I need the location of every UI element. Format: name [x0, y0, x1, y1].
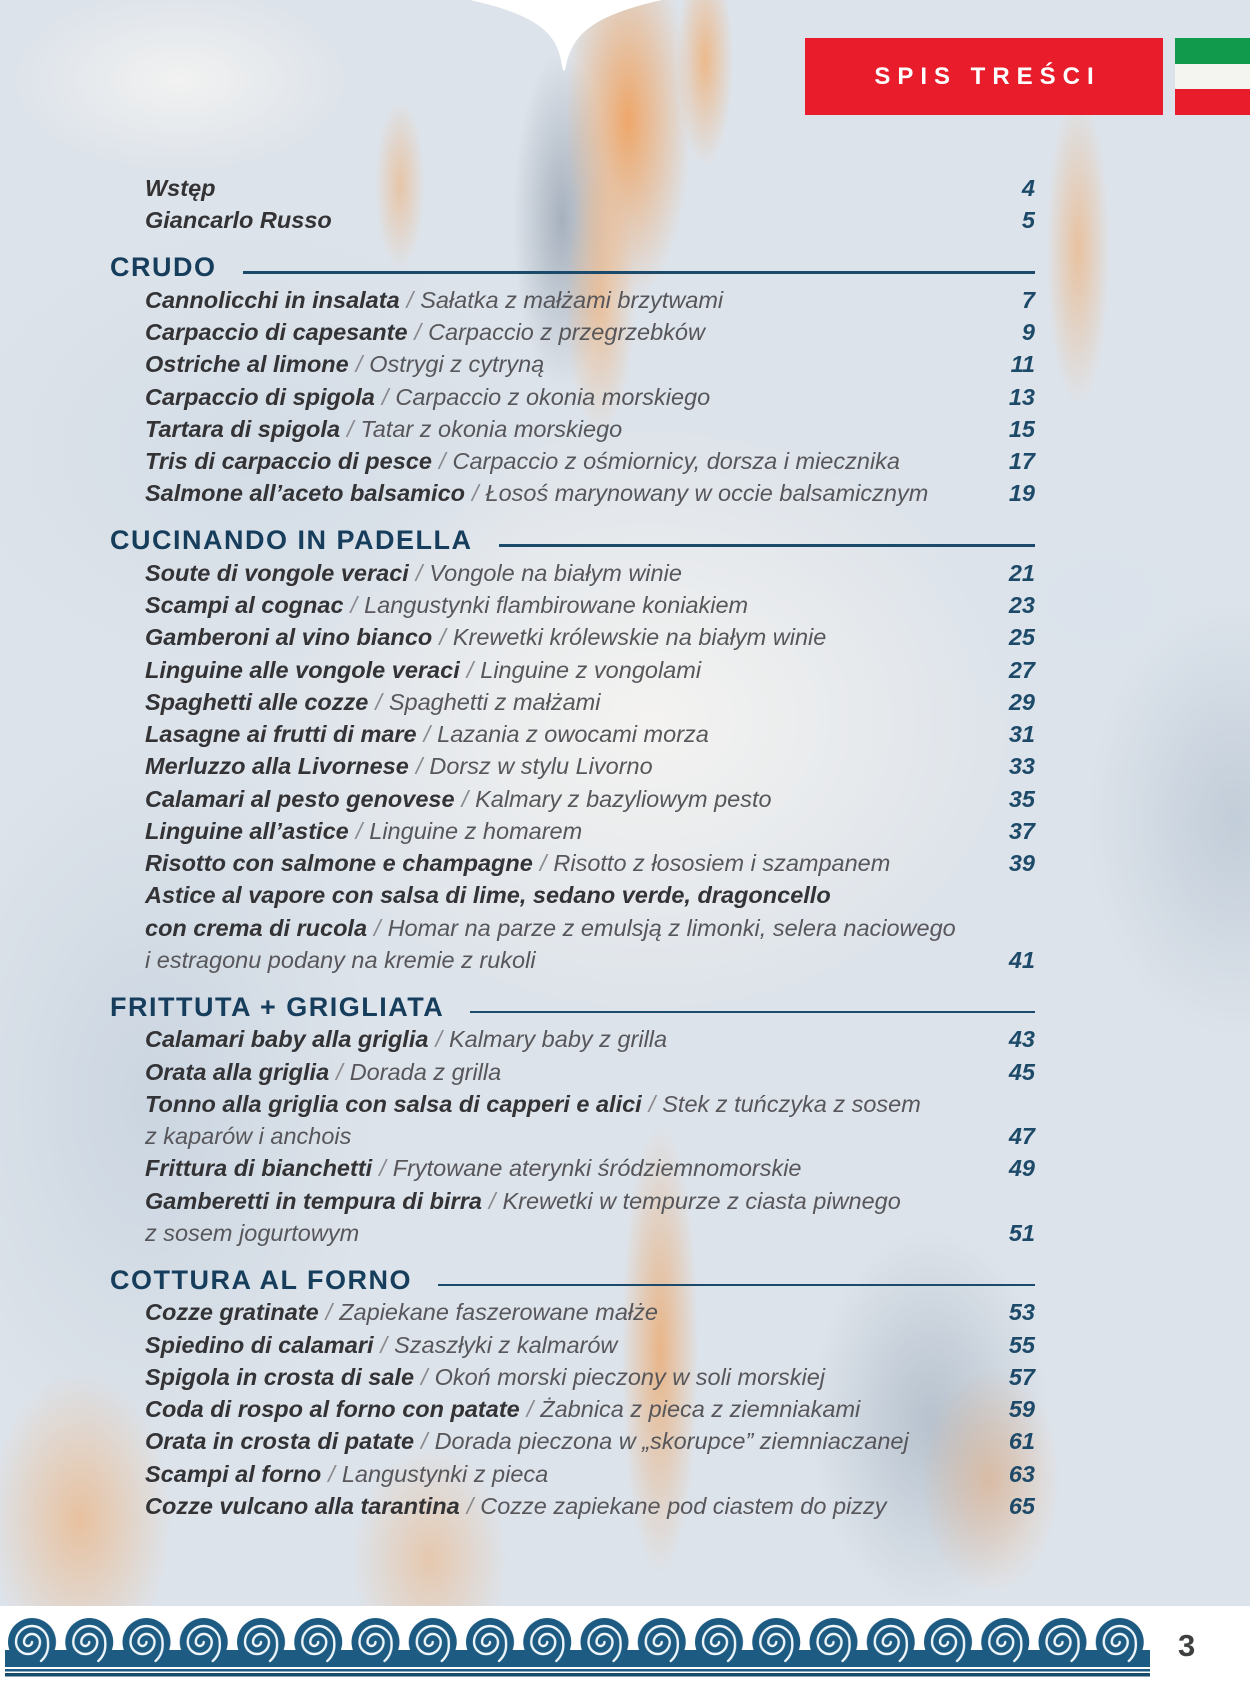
toc-item	[110, 1458, 1035, 1490]
toc-banner	[805, 38, 1163, 115]
dish-name-polish: Ostrygi z cytryną	[369, 351, 545, 378]
item-page-number: 21	[1008, 559, 1035, 586]
toc-entry-text	[110, 1490, 991, 1522]
dish-name-polish: Sałatka z małżami brzytwami	[420, 286, 724, 313]
toc-entry-text	[110, 686, 991, 718]
item-page-number: 25	[1008, 624, 1035, 651]
section-heading-label: CRUDO	[110, 252, 217, 283]
slash-separator: /	[406, 286, 414, 313]
slash-separator: /	[336, 1058, 343, 1085]
item-page-number: 7	[1021, 286, 1035, 313]
flag-stripe	[1175, 89, 1250, 115]
item-page-number: 63	[1008, 1460, 1035, 1487]
item-page-number: 43	[1008, 1026, 1035, 1053]
dish-name-polish: Lazania z owocami morza	[437, 721, 709, 747]
dish-name-polish: Cozze zapiekane pod ciastem do pizzy	[480, 1492, 887, 1519]
dish-name-polish: Spaghetti z małżami	[388, 688, 601, 715]
toc-entry-text	[110, 1185, 991, 1217]
item-page-number: 19	[1008, 480, 1035, 507]
toc-item	[110, 1425, 1035, 1457]
dish-name-italian: Linguine all’astice	[145, 817, 349, 844]
item-page-number: 65	[1008, 1492, 1035, 1519]
slash-separator: /	[421, 1428, 428, 1455]
slash-separator: /	[438, 448, 446, 474]
dish-name-italian: Lasagne ai frutti di mare	[145, 721, 417, 747]
dish-name-polish: Linguine z vongolami	[480, 656, 702, 683]
item-page-number: 11	[1010, 351, 1035, 378]
dish-name-polish: Risotto z łososiem i szampanem	[553, 850, 891, 876]
toc-item	[110, 1023, 1035, 1055]
item-page-number: 49	[1008, 1155, 1035, 1182]
toc-entry-text	[110, 879, 991, 911]
slash-separator: /	[347, 415, 354, 442]
item-page-number: 27	[1008, 656, 1035, 683]
front-matter-item	[110, 204, 1035, 236]
dish-name-italian: Merluzzo alla Livornese	[145, 753, 409, 780]
dish-name-italian: Astice al vapore con salsa di lime, sedano verde, dragoncello	[145, 882, 831, 909]
toc-entry-text	[110, 557, 991, 589]
toc-entry-text	[110, 284, 991, 316]
item-page-number: 15	[1008, 415, 1035, 442]
toc-entry-text	[110, 815, 991, 847]
toc-item	[110, 1490, 1035, 1522]
toc-entry-text	[110, 1393, 991, 1425]
dish-name-polish: i estragonu podany na kremie z rukoli	[145, 946, 536, 973]
item-page-number: 4	[1021, 175, 1035, 201]
slash-separator: /	[379, 1155, 386, 1182]
item-page-number: 57	[1008, 1363, 1035, 1390]
item-page-number: 33	[1008, 753, 1035, 780]
dish-name-italian: Orata in crosta di patate	[145, 1428, 415, 1455]
dish-name-italian: Orata alla griglia	[145, 1058, 330, 1085]
slash-separator: /	[328, 1460, 335, 1487]
dish-name-polish: Tatar z okonia morskiego	[360, 415, 623, 442]
dish-name-italian: Spaghetti alle cozze	[145, 688, 369, 715]
toc-entry-text	[110, 477, 991, 509]
toc-item	[110, 1329, 1035, 1361]
dish-name-polish: Kalmary z bazyliowym pesto	[475, 785, 772, 812]
toc-item	[110, 1056, 1035, 1088]
item-page-number: 55	[1008, 1331, 1035, 1358]
toc-entry-text	[110, 718, 991, 750]
toc-item	[110, 815, 1035, 847]
item-page-number: 31	[1008, 721, 1035, 747]
section-rule	[438, 1284, 1035, 1287]
toc-item	[110, 1185, 1035, 1217]
dish-name-polish: Carpaccio z ośmiornicy, dorsza i miecznika	[452, 448, 900, 474]
dish-name-polish: Langustynki z pieca	[341, 1460, 549, 1487]
dish-name-italian: Tonno alla griglia con salsa di capperi e alici	[145, 1090, 642, 1117]
dish-name-polish: Okoń morski pieczony w soli morskiej	[434, 1363, 826, 1390]
toc-item	[110, 1217, 1035, 1249]
dish-name-italian: con crema di rucola	[145, 914, 368, 941]
toc-entry-text	[110, 912, 991, 944]
toc-item	[110, 1088, 1035, 1120]
dish-name-polish: Krewetki w tempurze z ciasta piwnego	[502, 1187, 901, 1214]
section-rule	[499, 544, 1036, 547]
item-page-number: 59	[1008, 1396, 1035, 1422]
section-heading-label: FRITTUTA + GRIGLIATA	[110, 991, 445, 1022]
toc-item	[110, 944, 1035, 976]
section-heading-label: COTTURA AL FORNO	[110, 1264, 412, 1295]
dish-name-italian: Calamari baby alla griglia	[145, 1026, 429, 1053]
slash-separator: /	[380, 1331, 388, 1358]
item-page-number: 29	[1008, 688, 1035, 715]
dish-name-italian: Cozze vulcano alla tarantina	[145, 1492, 460, 1519]
item-page-number: 47	[1008, 1123, 1035, 1149]
toc-item	[110, 1296, 1035, 1328]
item-page-number: 51	[1008, 1219, 1035, 1246]
slash-separator: /	[648, 1090, 656, 1117]
slash-separator: /	[381, 383, 389, 410]
dish-name-italian: Tartara di spigola	[145, 415, 341, 442]
dish-name-italian: Salmone all’aceto balsamico	[145, 480, 465, 507]
wave-border-decoration	[5, 1617, 1150, 1677]
section-heading-label: CUCINANDO IN PADELLA	[110, 525, 473, 556]
toc-item	[110, 413, 1035, 445]
slash-separator: /	[415, 753, 423, 780]
toc-entry-text	[110, 1217, 991, 1249]
toc-item	[110, 348, 1035, 380]
slash-separator: /	[375, 688, 382, 715]
toc-entry-text	[110, 1329, 991, 1361]
slash-separator: /	[435, 1026, 442, 1053]
dish-name-italian: Giancarlo Russo	[145, 207, 332, 234]
toc-entry-text	[110, 1425, 991, 1457]
item-page-number: 35	[1008, 785, 1035, 812]
toc-entry-text	[110, 204, 991, 236]
toc-item	[110, 912, 1035, 944]
item-page-number: 37	[1008, 817, 1035, 844]
dish-name-italian: Linguine alle vongole veraci	[145, 656, 460, 683]
toc-item	[110, 284, 1035, 316]
section-heading	[110, 991, 1035, 1023]
toc-entry-text	[110, 944, 991, 976]
dish-name-italian: Frittura di bianchetti	[145, 1155, 373, 1182]
dish-name-polish: Dorsz w stylu Livorno	[429, 753, 653, 780]
toc-entry-text	[110, 621, 991, 653]
front-matter	[110, 172, 1035, 237]
dish-name-polish: Langustynki flambirowane koniakiem	[364, 592, 749, 618]
slash-separator: /	[414, 319, 422, 345]
slash-separator: /	[466, 656, 474, 683]
item-page-number: 45	[1008, 1058, 1035, 1085]
dish-name-polish: Carpaccio z przegrzebków	[428, 319, 705, 345]
item-page-number: 53	[1008, 1299, 1035, 1326]
flag-stripe	[1175, 64, 1250, 89]
slash-separator: /	[355, 817, 363, 844]
toc-item	[110, 1393, 1035, 1425]
toc-entry-text	[110, 1120, 991, 1152]
toc-item	[110, 477, 1035, 509]
dish-name-polish: Szaszłyki z kalmarów	[394, 1331, 618, 1358]
dish-name-italian: Ostriche al limone	[145, 351, 349, 378]
dish-name-italian: Scampi al cognac	[145, 592, 344, 618]
slash-separator: /	[539, 850, 547, 876]
toc-entry-text	[110, 413, 991, 445]
toc-item	[110, 654, 1035, 686]
item-page-number: 13	[1008, 383, 1035, 410]
toc-item	[110, 316, 1035, 348]
dish-name-italian: Risotto con salmone e champagne	[145, 850, 533, 876]
flag-stripe	[1175, 38, 1250, 64]
toc-item	[110, 750, 1035, 782]
toc-item	[110, 557, 1035, 589]
dish-name-italian: Coda di rospo al forno con patate	[145, 1396, 520, 1422]
dish-name-polish: Linguine z homarem	[369, 817, 583, 844]
toc-entry-text	[110, 172, 991, 204]
dish-name-italian: Soute di vongole veraci	[145, 559, 409, 586]
section-heading	[110, 1264, 1035, 1296]
toc-banner-title: SPIS TREŚCI	[874, 62, 1101, 90]
toc-item	[110, 381, 1035, 413]
slash-separator: /	[461, 785, 469, 812]
dish-name-polish: Dorada z grilla	[349, 1058, 502, 1085]
toc-entry-text	[110, 654, 991, 686]
toc-item	[110, 445, 1035, 477]
toc-entry-text	[110, 381, 991, 413]
slash-separator: /	[415, 559, 423, 586]
section-heading	[110, 252, 1035, 284]
toc-item	[110, 1361, 1035, 1393]
item-page-number: 5	[1021, 207, 1035, 234]
dish-name-italian: Cozze gratinate	[145, 1299, 319, 1326]
slash-separator: /	[439, 624, 446, 651]
toc-entry-text	[110, 1361, 991, 1393]
toc-item	[110, 1120, 1035, 1152]
slash-separator: /	[472, 480, 479, 507]
dish-name-polish: z sosem jogurtowym	[145, 1219, 360, 1246]
dish-name-italian: Gamberetti in tempura di birra	[145, 1187, 482, 1214]
dish-name-polish: Dorada pieczona w „skorupce” ziemniaczanej	[434, 1428, 909, 1455]
toc-entry-text	[110, 589, 991, 621]
toc-entry-text	[110, 1056, 991, 1088]
toc-item	[110, 718, 1035, 750]
item-page-number: 39	[1008, 850, 1035, 876]
slash-separator: /	[423, 721, 431, 747]
toc-entry-text	[110, 1296, 991, 1328]
toc-entry-text	[110, 445, 991, 477]
toc-item	[110, 879, 1035, 911]
slash-separator: /	[355, 351, 363, 378]
slash-separator: /	[526, 1396, 534, 1422]
section-heading	[110, 525, 1035, 557]
toc-entry-text	[110, 783, 991, 815]
table-of-contents	[110, 172, 1035, 1522]
dish-name-italian: Spigola in crosta di sale	[145, 1363, 415, 1390]
toc-item	[110, 621, 1035, 653]
toc-entry-text	[110, 750, 991, 782]
item-page-number: 9	[1021, 319, 1035, 345]
toc-item	[110, 1152, 1035, 1184]
toc-item	[110, 783, 1035, 815]
dish-name-italian: Gamberoni al vino bianco	[145, 624, 433, 651]
front-matter-item	[110, 172, 1035, 204]
item-page-number: 23	[1008, 592, 1035, 618]
dish-name-polish: Żabnica z pieca z ziemniakami	[540, 1396, 861, 1422]
page-top-notch-decoration	[462, 0, 662, 78]
dish-name-polish: Vongole na białym winie	[429, 559, 682, 586]
slash-separator: /	[350, 592, 358, 618]
item-page-number: 61	[1008, 1428, 1035, 1455]
slash-separator: /	[466, 1492, 474, 1519]
page-number: 3	[1178, 1628, 1196, 1663]
section-rule	[470, 1011, 1035, 1014]
dish-name-italian: Tris di carpaccio di pesce	[145, 448, 432, 474]
toc-entry-text	[110, 316, 991, 348]
toc-entry-text	[110, 1458, 991, 1490]
dish-name-polish: Frytowane aterynki śródziemnomorskie	[392, 1155, 802, 1182]
dish-name-polish: Carpaccio z okonia morskiego	[395, 383, 711, 410]
dish-name-polish: z kaparów i anchois	[145, 1123, 352, 1149]
toc-item	[110, 589, 1035, 621]
slash-separator: /	[421, 1363, 428, 1390]
dish-name-polish: Stek z tuńczyka z sosem	[662, 1090, 921, 1117]
toc-entry-text	[110, 1088, 991, 1120]
dish-name-polish: Kalmary baby z grilla	[448, 1026, 668, 1053]
dish-name-italian: Wstęp	[145, 175, 216, 201]
slash-separator: /	[374, 914, 381, 941]
dish-name-italian: Carpaccio di capesante	[145, 319, 408, 345]
section-rule	[243, 271, 1036, 274]
dish-name-italian: Calamari al pesto genovese	[145, 785, 455, 812]
toc-entry-text	[110, 1152, 991, 1184]
item-page-number: 17	[1008, 448, 1035, 474]
dish-name-polish: Homar na parze z emulsją z limonki, selera naciowego	[387, 914, 956, 941]
toc-entry-text	[110, 1023, 991, 1055]
dish-name-italian: Scampi al forno	[145, 1460, 322, 1487]
dish-name-polish: Łosoś marynowany w occie balsamicznym	[485, 480, 929, 507]
dish-name-polish: Zapiekane faszerowane małże	[339, 1299, 658, 1326]
toc-item	[110, 847, 1035, 879]
item-page-number: 41	[1008, 946, 1035, 973]
toc-entry-text	[110, 348, 991, 380]
slash-separator: /	[488, 1187, 496, 1214]
toc-entry-text	[110, 847, 991, 879]
dish-name-polish: Krewetki królewskie na białym winie	[452, 624, 827, 651]
toc-item	[110, 686, 1035, 718]
slash-separator: /	[325, 1299, 333, 1326]
italian-flag-icon	[1175, 38, 1250, 115]
dish-name-italian: Cannolicchi in insalata	[145, 286, 400, 313]
dish-name-italian: Carpaccio di spigola	[145, 383, 375, 410]
dish-name-italian: Spiedino di calamari	[145, 1331, 374, 1358]
